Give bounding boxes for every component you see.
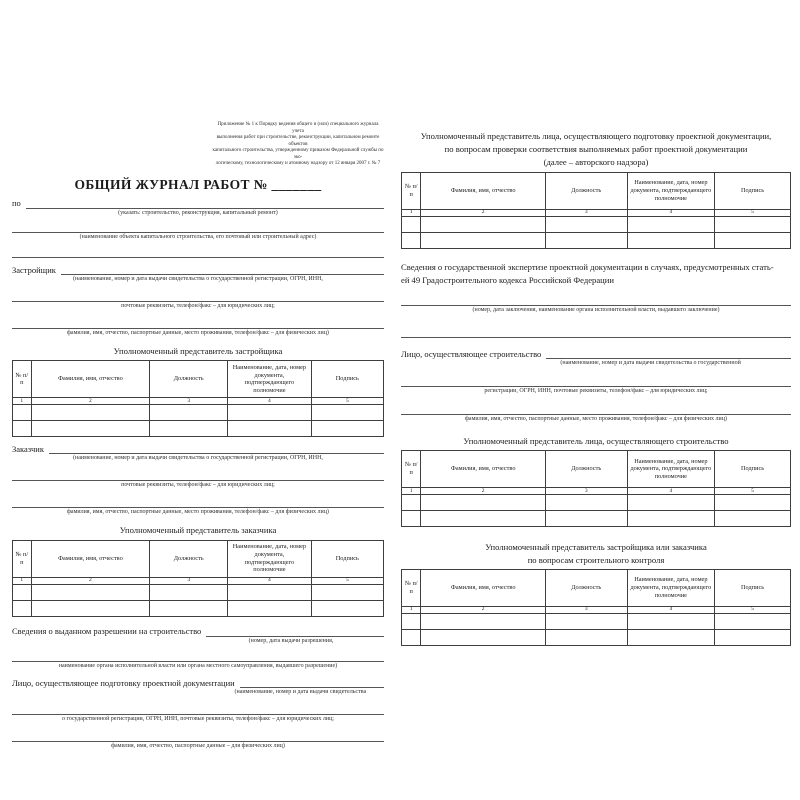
object-name-hint: (наименование объекта капитального строительства, его почтовый или строительный адрес): [79, 234, 317, 241]
column-number: 2: [421, 607, 545, 614]
table-header-row: [402, 570, 791, 607]
builder-hint-1: (наименование, номер и дата выдачи свидетельства о государственной: [560, 360, 741, 367]
empty-cell: [627, 216, 715, 232]
empty-table-row: [402, 216, 791, 232]
col-header-document: Наименование, дата, номер документа, подтверждающего полномочие: [228, 361, 311, 398]
design-person-label: Лицо, осуществляющее подготовку проектной документации: [12, 677, 235, 688]
col-header-fio: Фамилия, имя, отчество: [31, 540, 150, 577]
empty-cell: [715, 630, 791, 646]
empty-cell: [311, 405, 383, 421]
developer-blank-line-2: [12, 291, 384, 302]
annex-note-line: капитального строительства, утвержденному приказом Федеральной службы по эко-: [212, 148, 384, 160]
customer-label: Заказчик: [12, 444, 44, 455]
column-number: 5: [715, 488, 791, 495]
customer-representative-table-title: Уполномоченный представитель заказчика: [119, 525, 277, 536]
empty-cell: [13, 405, 32, 421]
col-header-position: Должность: [545, 570, 627, 607]
column-number: 1: [402, 488, 421, 495]
empty-cell: [421, 495, 545, 511]
empty-cell: [150, 421, 228, 437]
empty-cell: [402, 511, 421, 527]
developer-label: Застройщик: [12, 264, 56, 275]
empty-cell: [421, 614, 545, 630]
empty-cell: [311, 584, 383, 600]
col-header-num: № п/п: [402, 451, 421, 488]
column-number: 1: [13, 398, 32, 405]
empty-cell: [627, 614, 715, 630]
annex-note: [212, 122, 384, 168]
empty-cell: [545, 511, 627, 527]
developer-reg-hint-2: почтовые реквизиты, телефон/факс – для юридических лиц;: [121, 303, 275, 310]
developer-row: [12, 264, 384, 275]
designer-representative-title-line: по вопросам проверки соответствия выполняемых работ проектной документации: [444, 143, 748, 154]
empty-cell: [545, 630, 627, 646]
col-header-position: Должность: [150, 540, 228, 577]
design-person-blank-line-2: [12, 704, 384, 715]
builder-hint-3: фамилия, имя, отчество, паспортные данные, место проживания, телефон/факс – для физических лиц): [465, 415, 727, 422]
empty-cell: [715, 232, 791, 248]
control-representative-title-line: по вопросам строительного контроля: [527, 554, 665, 565]
design-person-blank-line: [240, 677, 384, 688]
table-header-row: [13, 361, 384, 398]
builder-hint-2: регистрации, ОГРН, ИНН, почтовые реквизиты, телефон/факс – для юридических лиц;: [484, 388, 708, 395]
column-number-row: [402, 607, 791, 614]
developer-blank-line-3: [12, 318, 384, 329]
object-name-blank-line: [12, 222, 384, 233]
col-header-num: № п/п: [13, 540, 32, 577]
column-number: 2: [31, 577, 150, 584]
empty-cell: [627, 511, 715, 527]
table-header-row: [13, 540, 384, 577]
empty-cell: [13, 600, 32, 616]
expertise-paragraph: [401, 261, 791, 288]
column-number: 3: [545, 607, 627, 614]
empty-cell: [627, 630, 715, 646]
developer-blank-line: [61, 264, 384, 275]
expertise-blank-line: [401, 295, 791, 306]
col-header-document: Наименование, дата, номер документа, подтверждающего полномочие: [228, 540, 311, 577]
expertise-paragraph-line: ей 49 Градостроительного кодекса Российской Федерации: [401, 274, 614, 285]
customer-reg-hint-2: почтовые реквизиты, телефон/факс – для юридических лиц;: [121, 482, 275, 489]
empty-table-row: [402, 495, 791, 511]
table-header-row: [402, 451, 791, 488]
col-header-signature: Подпись: [715, 570, 791, 607]
column-number: 5: [715, 607, 791, 614]
column-number: 4: [627, 209, 715, 216]
empty-table-row: [13, 584, 384, 600]
document-title: ОБЩИЙ ЖУРНАЛ РАБОТ № _______: [74, 176, 322, 192]
customer-blank-line: [49, 443, 384, 454]
col-header-signature: Подпись: [715, 451, 791, 488]
object-name-blank-line-2: [12, 247, 384, 258]
empty-cell: [402, 232, 421, 248]
column-number: 2: [31, 398, 150, 405]
col-header-document: Наименование, дата, номер документа, подтверждающего полномочие: [627, 570, 715, 607]
empty-cell: [402, 614, 421, 630]
empty-cell: [13, 421, 32, 437]
control-representative-table-title: [401, 541, 791, 566]
empty-cell: [31, 405, 150, 421]
col-header-fio: Фамилия, имя, отчество: [31, 361, 150, 398]
designer-representative-table: [401, 172, 791, 249]
builder-blank-line: [546, 348, 791, 359]
col-header-document: Наименование, дата, номер документа, подтверждающего полномочие: [627, 172, 715, 209]
empty-cell: [627, 495, 715, 511]
col-header-signature: Подпись: [311, 540, 383, 577]
col-header-num: № п/п: [13, 361, 32, 398]
col-header-fio: Фамилия, имя, отчество: [421, 451, 545, 488]
page-left: [12, 0, 384, 750]
builder-label: Лицо, осуществляющее строительство: [401, 348, 542, 359]
designer-representative-title-line: Уполномоченный представитель лица, осуществляющего подготовку проектной документации,: [420, 131, 772, 141]
empty-cell: [13, 584, 32, 600]
empty-cell: [150, 584, 228, 600]
column-number-row: [13, 398, 384, 405]
page-right: [401, 0, 791, 750]
designer-representative-table-title: [401, 130, 791, 169]
empty-cell: [31, 421, 150, 437]
customer-reg-hint-3: фамилия, имя, отчество, паспортные данные, место проживания, телефон/факс – для физических лиц): [67, 509, 329, 516]
empty-cell: [715, 216, 791, 232]
col-header-position: Должность: [545, 172, 627, 209]
customer-representative-table: [12, 540, 384, 617]
empty-cell: [311, 421, 383, 437]
developer-representative-table: [12, 360, 384, 437]
col-header-position: Должность: [545, 451, 627, 488]
construction-permit-blank-line: [206, 626, 384, 637]
column-number: 4: [627, 607, 715, 614]
empty-cell: [545, 216, 627, 232]
col-header-document: Наименование, дата, номер документа, подтверждающего полномочие: [627, 451, 715, 488]
col-header-fio: Фамилия, имя, отчество: [421, 570, 545, 607]
expertise-paragraph-line: Сведения о государственной экспертизе проектной документации в случаях, предусмотренных стать-: [401, 261, 774, 272]
column-number: 3: [545, 209, 627, 216]
column-number: 2: [421, 209, 545, 216]
column-number: 4: [228, 398, 311, 405]
empty-table-row: [13, 421, 384, 437]
two-page-spread: [12, 0, 791, 750]
column-number: 2: [421, 488, 545, 495]
empty-cell: [228, 421, 311, 437]
empty-table-row: [13, 405, 384, 421]
column-number: 3: [545, 488, 627, 495]
construction-permit-label: Сведения о выданном разрешении на строительство: [12, 626, 202, 637]
column-number: 4: [627, 488, 715, 495]
empty-cell: [627, 232, 715, 248]
column-number-row: [402, 488, 791, 495]
empty-cell: [31, 600, 150, 616]
construction-permit-hint-1: (номер, дата выдачи разрешения,: [248, 637, 334, 644]
annex-note-line: логическому, технологическому и атомному надзору от 12 января 2007 г. № 7: [215, 161, 381, 166]
col-header-num: № п/п: [402, 172, 421, 209]
control-representative-title-line: Уполномоченный представитель застройщика или заказчика: [485, 542, 707, 553]
empty-cell: [545, 232, 627, 248]
column-number: 4: [228, 577, 311, 584]
empty-cell: [402, 630, 421, 646]
empty-cell: [402, 495, 421, 511]
work-kind-hint: (указать: строительство, реконструкция, капитальный ремонт): [118, 209, 278, 216]
empty-cell: [150, 405, 228, 421]
design-person-hint-2: о государственной регистрации, ОГРН, ИНН, почтовые реквизиты, телефон/факс – для юридических лиц;: [62, 716, 334, 723]
empty-table-row: [13, 600, 384, 616]
builder-blank-line-2: [401, 376, 791, 387]
column-number: 3: [150, 398, 228, 405]
empty-cell: [150, 600, 228, 616]
builder-representative-table: [401, 450, 791, 527]
empty-table-row: [402, 614, 791, 630]
col-header-signature: Подпись: [715, 172, 791, 209]
annex-note-line: Приложение № 1 к Порядку ведения общего и (или) специального журнала учета: [217, 122, 379, 134]
expertise-blank-line-2: [401, 327, 791, 338]
builder-blank-line-3: [401, 404, 791, 415]
empty-cell: [228, 405, 311, 421]
empty-cell: [31, 584, 150, 600]
design-person-blank-line-3: [12, 731, 384, 742]
developer-representative-table-title: Уполномоченный представитель застройщика: [113, 345, 283, 356]
empty-cell: [228, 584, 311, 600]
empty-cell: [421, 511, 545, 527]
column-number-row: [13, 577, 384, 584]
empty-cell: [402, 216, 421, 232]
empty-cell: [715, 495, 791, 511]
empty-cell: [545, 614, 627, 630]
empty-cell: [228, 600, 311, 616]
empty-cell: [715, 511, 791, 527]
empty-table-row: [402, 630, 791, 646]
po-label: по: [12, 198, 21, 209]
column-number: 3: [150, 577, 228, 584]
designer-representative-title-line: (далее – авторского надзора): [543, 156, 649, 167]
construction-permit-hint-2: наименование органа исполнительной власти или органа местного самоуправления, выдавшего разрешение): [58, 663, 338, 670]
builder-representative-table-title: Уполномоченный представитель лица, осуществляющего строительство: [463, 435, 729, 446]
work-kind-blank-line: [26, 198, 384, 209]
empty-cell: [311, 600, 383, 616]
design-person-hint-3: фамилия, имя, отчество, паспортные данные – для физических лиц): [111, 743, 285, 750]
developer-reg-hint-3: фамилия, имя, отчество, паспортные данные, место проживания, телефон/факс – для физических лиц): [67, 330, 329, 337]
column-number: 1: [402, 607, 421, 614]
empty-cell: [421, 630, 545, 646]
empty-cell: [421, 216, 545, 232]
table-header-row: [402, 172, 791, 209]
col-header-signature: Подпись: [311, 361, 383, 398]
col-header-num: № п/п: [402, 570, 421, 607]
annex-note-line: выполнения работ при строительстве, реконструкции, капитальном ремонте объектов: [216, 135, 380, 147]
design-person-hint-1: (наименование, номер и дата выдачи свидетельства: [234, 689, 367, 696]
column-number: 5: [311, 398, 383, 405]
column-number: 5: [311, 577, 383, 584]
customer-row: [12, 443, 384, 454]
construction-permit-row: [12, 626, 384, 637]
developer-reg-hint-1: (наименование, номер и дата выдачи свидетельства о государственной регистрации, ОГРН, ИНН,: [73, 276, 323, 283]
column-number: 5: [715, 209, 791, 216]
design-person-row: [12, 677, 384, 688]
work-kind-row: [12, 198, 384, 209]
empty-cell: [715, 614, 791, 630]
control-representative-table: [401, 569, 791, 646]
col-header-fio: Фамилия, имя, отчество: [421, 172, 545, 209]
construction-permit-blank-line-2: [12, 651, 384, 662]
customer-blank-line-2: [12, 470, 384, 481]
expertise-hint: (номер, дата заключения, наименование органа исполнительной власти, выдавшего заключение): [472, 307, 720, 314]
customer-reg-hint-1: (наименование, номер и дата выдачи свидетельства о государственной регистрации, ОГРН, ИНН,: [73, 455, 323, 462]
col-header-position: Должность: [150, 361, 228, 398]
column-number-row: [402, 209, 791, 216]
empty-cell: [421, 232, 545, 248]
empty-cell: [545, 495, 627, 511]
column-number: 1: [402, 209, 421, 216]
empty-table-row: [402, 232, 791, 248]
builder-row: [401, 348, 791, 359]
column-number: 1: [13, 577, 32, 584]
empty-table-row: [402, 511, 791, 527]
customer-blank-line-3: [12, 497, 384, 508]
